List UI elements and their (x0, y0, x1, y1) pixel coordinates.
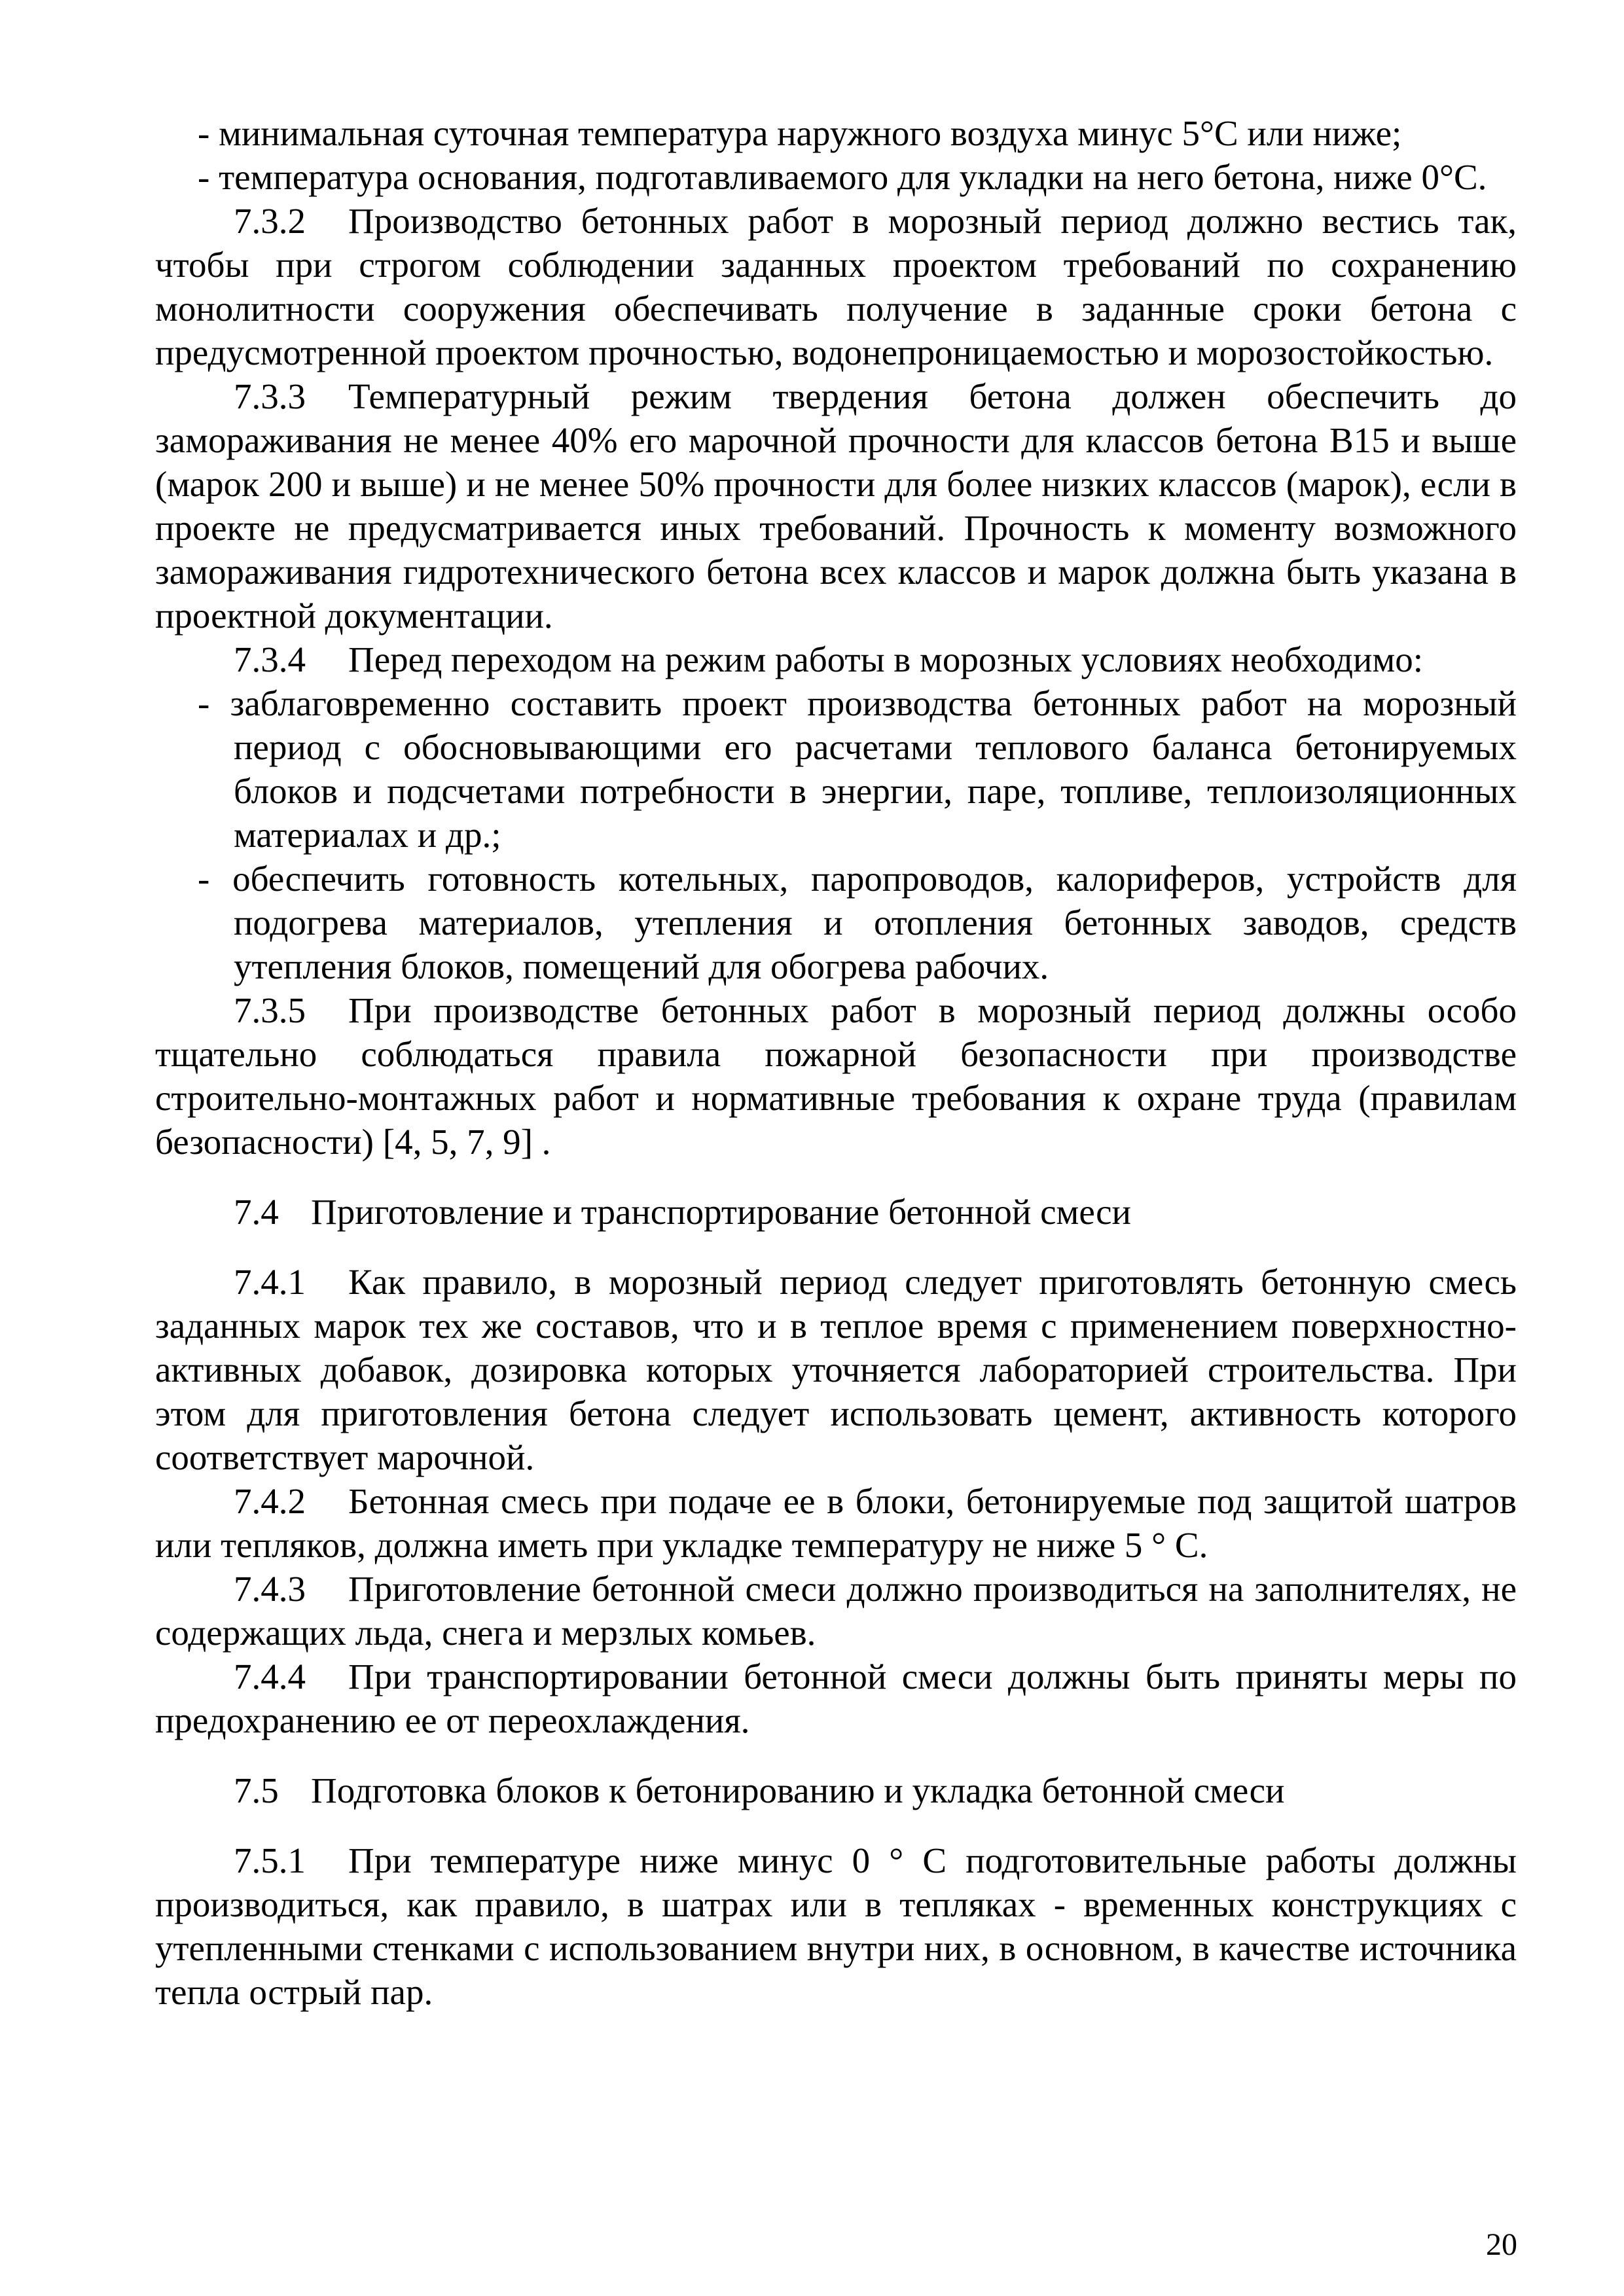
clause-number: 7.4.3 (234, 1569, 306, 1609)
page-number: 20 (1486, 2227, 1517, 2262)
clause-number: 7.4.2 (234, 1481, 306, 1521)
clause-number: 7.3.4 (234, 639, 306, 679)
paragraph-text: Приготовление бетонной смеси должно производиться на заполнителях, не содержащих льда, снега и мерзлых комьев. (155, 1569, 1517, 1653)
paragraph-text: Производство бетонных работ в морозный период должно вестись так, чтобы при строгом соблюдении заданных проектом требований по сохранению монолитности сооружения обеспечивать получение в заданные сроки бетона с предусмотренной проектом прочностью, водонепроницаемостью и морозостойкостью. (155, 201, 1517, 372)
paragraph-7-3-5 (155, 988, 1517, 1164)
clause-number: 7.3.2 (234, 201, 306, 241)
paragraph-7-3-2 (155, 199, 1517, 374)
section-number: 7.5 (234, 1770, 279, 1810)
paragraph-text: При транспортировании бетонной смеси должны быть приняты меры по предохранению ее от переохлаждения. (155, 1657, 1517, 1740)
paragraph-text: Перед переходом на режим работы в морозных условиях необходимо: (348, 639, 1424, 679)
paragraph-7-4-1 (155, 1260, 1517, 1479)
list-item-dash: - обеспечить готовность котельных, паропроводов, калориферов, устройств для подогрева материалов, утепления и отопления бетонных заводов, средств утепления блоков, помещений для обогрева рабочих. (198, 859, 1517, 986)
document-body (155, 111, 1517, 2014)
paragraph-text: Температурный режим твердения бетона должен обеспечить до замораживания не менее 40% его марочной прочности для классов бетона В15 и выше (марок 200 и выше) и не менее 50% прочности для более низких классов (марок), если в проекте не предусматривается иных требований. Прочность к моменту возможного замораживания гидротехнического бетона всех классов и марок должна быть указана в проектной документации. (155, 376, 1517, 636)
paragraph-text: Как правило, в морозный период следует приготовлять бетонную смесь заданных марок тех же составов, что и в теплое время с применением поверхностно-активных добавок, дозировка которых уточняется лабораторией строительства. При этом для приготовления бетона следует использовать цемент, активность которого соответствует марочной. (155, 1262, 1517, 1477)
paragraph-7-3-4 (155, 637, 1517, 681)
clause-number: 7.3.5 (234, 990, 306, 1030)
clause-number: 7.4.4 (234, 1657, 306, 1696)
section-number: 7.4 (234, 1192, 279, 1232)
clause-number: 7.4.1 (234, 1262, 306, 1302)
clause-number: 7.3.3 (234, 376, 306, 416)
paragraph-text: При производстве бетонных работ в морозный период должны особо тщательно соблюдаться правила пожарной безопасности при производстве строительно-монтажных работ и нормативные требования к охране труда (правилам безопасности) [4, 5, 7, 9] . (155, 990, 1517, 1162)
section-title: Подготовка блоков к бетонированию и укладка бетонной смеси (311, 1770, 1285, 1810)
paragraph-7-5-1 (155, 1839, 1517, 2014)
paragraph-7-4-4 (155, 1655, 1517, 1742)
paragraph-7-4-3 (155, 1567, 1517, 1655)
section-heading-7-5 (155, 1768, 1517, 1812)
section-heading-7-4 (155, 1190, 1517, 1234)
list-item-dash: - минимальная суточная температура наружного воздуха минус 5°С или ниже; (198, 113, 1402, 153)
paragraph-7-4-2 (155, 1479, 1517, 1567)
paragraph-text: При температуре ниже минус 0 ° С подготовительные работы должны производиться, как правило, в шатрах или в тепляках - временных конструкциях с утепленными стенками с использованием внутри них, в основном, в качестве источника тепла острый пар. (155, 1840, 1517, 2012)
list-item-dash: - температура основания, подготавливаемого для укладки на него бетона, ниже 0°С. (198, 157, 1487, 197)
paragraph-text: Бетонная смесь при подаче ее в блоки, бетонируемые под защитой шатров или тепляков, должна иметь при укладке температуру не ниже 5 ° С. (155, 1481, 1517, 1565)
list-item-dash: - заблаговременно составить проект производства бетонных работ на морозный период с обосновывающими его расчетами теплового баланса бетонируемых блоков и подсчетами потребности в энергии, паре, топливе, теплоизоляционных материалах и др.; (198, 683, 1517, 855)
section-title: Приготовление и транспортирование бетонной смеси (311, 1192, 1131, 1232)
clause-number: 7.5.1 (234, 1840, 306, 1880)
paragraph-7-3-3 (155, 374, 1517, 637)
